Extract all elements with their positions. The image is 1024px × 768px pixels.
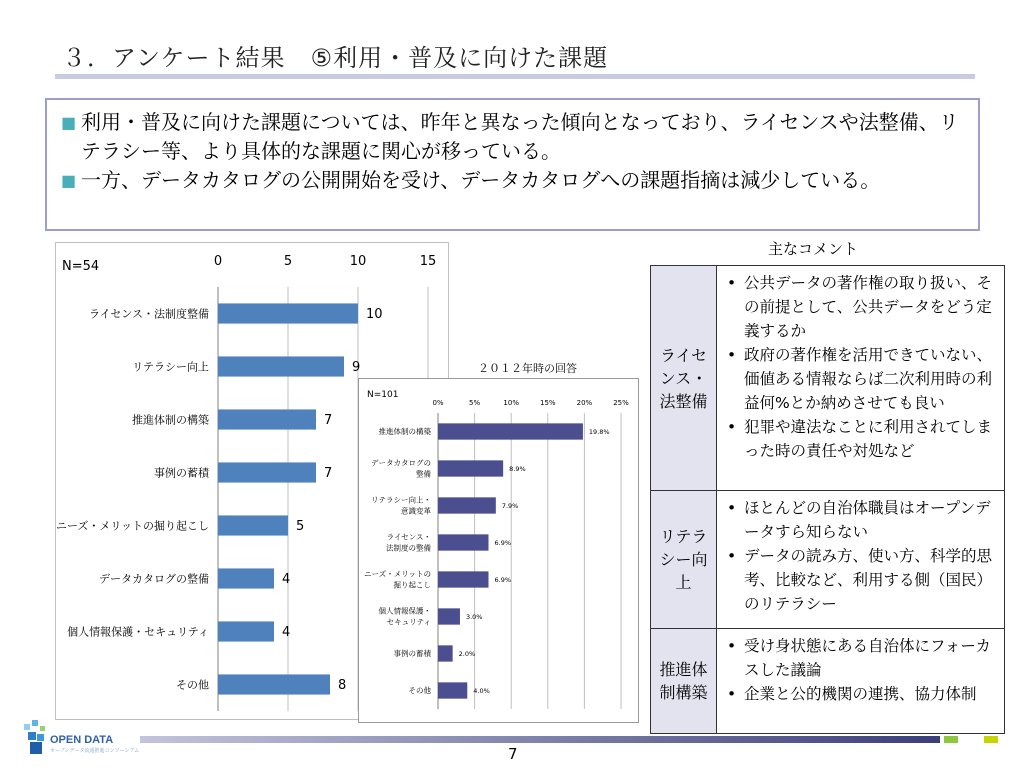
summary-bullet <box>61 166 964 195</box>
comment-body <box>717 491 1005 629</box>
comment-item: • 公共データの著作権の取り扱い、その前提として、公共データをどう定義するか <box>727 271 996 343</box>
category-label: 事例の蓄積 <box>393 649 431 659</box>
comment-row <box>651 266 1005 491</box>
comment-item: • ほとんどの自治体職員はオープンデータすら知らない <box>727 496 996 544</box>
bar <box>438 423 583 439</box>
x-tick-label: 10% <box>503 399 519 407</box>
category-label: 法制度の整備 <box>386 543 431 553</box>
logo-subtext: オープンデータ流通推進コンソーシアム <box>50 748 140 754</box>
category-label: その他 <box>408 686 431 696</box>
comment-row <box>651 629 1005 734</box>
data-label: 8 <box>338 678 347 694</box>
data-label: 4 <box>282 572 291 588</box>
comments-table <box>650 265 1005 734</box>
summary-box <box>45 98 980 231</box>
data-label: 3.0% <box>465 612 483 621</box>
summary-bullet <box>61 108 964 166</box>
category-label: 個人情報保護・セキュリティ <box>67 625 209 639</box>
comment-item: • データの読み方、使い方、科学的思考、比較など、利用する側（国民）のリテラシー <box>727 544 996 616</box>
category-label: 個人情報保護・ <box>378 606 431 616</box>
summary-text: 一方、データカタログの公開開始を受け、データカタログへの課題指摘は減少している。 <box>81 168 881 192</box>
category-label: 推進体制の構築 <box>378 427 431 437</box>
bar <box>218 462 316 482</box>
comment-category: リテラシー向上 <box>651 491 717 629</box>
bar <box>438 682 467 698</box>
footer-square <box>964 736 978 743</box>
logo-text: OPEN DATA <box>50 734 114 746</box>
x-tick-label: 20% <box>576 399 593 407</box>
category-label: ニーズ・メリットの掘り起こし <box>56 519 209 533</box>
bar <box>438 571 489 587</box>
bar <box>438 497 496 513</box>
title-divider <box>55 74 975 79</box>
category-label: ライセンス・ <box>386 532 431 542</box>
sample-size-label: N=54 <box>62 259 100 274</box>
inset-bar-chart-2012 <box>358 378 639 723</box>
category-label: データカタログの整備 <box>99 572 209 586</box>
x-tick-label: 15% <box>540 399 556 407</box>
data-label: 4 <box>282 625 291 641</box>
data-label: 7 <box>324 466 333 482</box>
x-tick-label: 10 <box>349 254 367 269</box>
x-tick-label: 5 <box>283 254 293 269</box>
footer-squares <box>944 736 998 743</box>
comment-item: • 犯罪や違法なことに利用されてしまった時の責任や対処など <box>727 415 996 463</box>
page-number: 7 <box>508 745 518 763</box>
data-label: 10 <box>366 307 383 323</box>
data-label: 8.9% <box>509 464 526 473</box>
category-label: 掘り起こし <box>393 580 431 590</box>
footer-square <box>944 736 958 743</box>
inset-chart-title: ２０１２年時の回答 <box>478 362 577 375</box>
data-label: 6.9% <box>494 575 512 584</box>
bar <box>438 460 503 476</box>
data-label: 6.9% <box>494 538 512 547</box>
category-label: ニーズ・メリットの <box>364 569 431 579</box>
square-bullet-icon <box>61 108 81 166</box>
category-label: 事例の蓄積 <box>154 466 209 480</box>
data-label: 19.8% <box>588 427 610 436</box>
comment-item: • 受け身状態にある自治体にフォーカスした議論 <box>727 634 996 682</box>
comment-category: 推進体制構築 <box>651 629 717 734</box>
category-label: リテラシー向上・ <box>371 495 431 505</box>
category-label: 意識変革 <box>401 506 431 516</box>
data-label: 7.9% <box>501 501 519 510</box>
cube-logo-icon <box>22 718 48 756</box>
bar <box>438 534 489 550</box>
category-label: リテラシー向上 <box>132 360 209 374</box>
comment-row <box>651 491 1005 629</box>
category-label: データカタログの <box>371 458 431 468</box>
x-tick-label: 0 <box>213 254 223 269</box>
category-label: セキュリティ <box>386 617 431 627</box>
bar <box>218 621 274 641</box>
data-label: 5 <box>296 519 305 535</box>
summary-text: 利用・普及に向けた課題については、昨年と異なった傾向となっており、ライセンスや法整備、リテラシー等、より具体的な課題に関心が移っている。 <box>81 110 959 163</box>
category-label: 推進体制の構築 <box>132 413 209 427</box>
bar <box>218 674 330 694</box>
open-data-logo <box>22 718 140 758</box>
comment-item: • 政府の著作権を活用できていない、価値ある情報ならば二次利用時の利益何%とか納めさせても良い <box>727 343 996 415</box>
square-bullet-icon <box>61 166 81 195</box>
comment-body <box>717 629 1005 734</box>
sample-size-label: N=101 <box>367 390 399 400</box>
category-label: ライセンス・法制度整備 <box>88 307 209 321</box>
bar <box>438 608 460 624</box>
x-tick-label: 0% <box>432 399 444 407</box>
inset-bar-chart-svg <box>359 379 638 722</box>
slide-title: ３．アンケート結果 ⑤利用・普及に向けた課題 <box>62 44 609 72</box>
category-label: 整備 <box>416 469 431 479</box>
comment-item: • 企業と公的機関の連携、協力体制 <box>727 682 996 706</box>
data-label: 9 <box>352 360 361 376</box>
bar <box>218 303 358 323</box>
footer-bar <box>140 736 940 743</box>
bar <box>218 409 316 429</box>
bar <box>218 515 288 535</box>
data-label: 2.0% <box>458 649 476 658</box>
x-tick-label: 5% <box>469 399 481 407</box>
category-label: その他 <box>176 678 209 692</box>
x-tick-label: 25% <box>613 399 629 407</box>
x-tick-label: 15 <box>419 254 437 269</box>
data-label: 7 <box>324 413 333 429</box>
footer-square <box>984 736 998 743</box>
data-label: 4.0% <box>473 686 490 695</box>
comment-body <box>717 266 1005 491</box>
bar <box>438 645 453 661</box>
comments-title: 主なコメント <box>768 240 859 258</box>
comment-category: ライセンス・法整備 <box>651 266 717 491</box>
bar <box>218 568 274 588</box>
bar <box>218 356 344 376</box>
